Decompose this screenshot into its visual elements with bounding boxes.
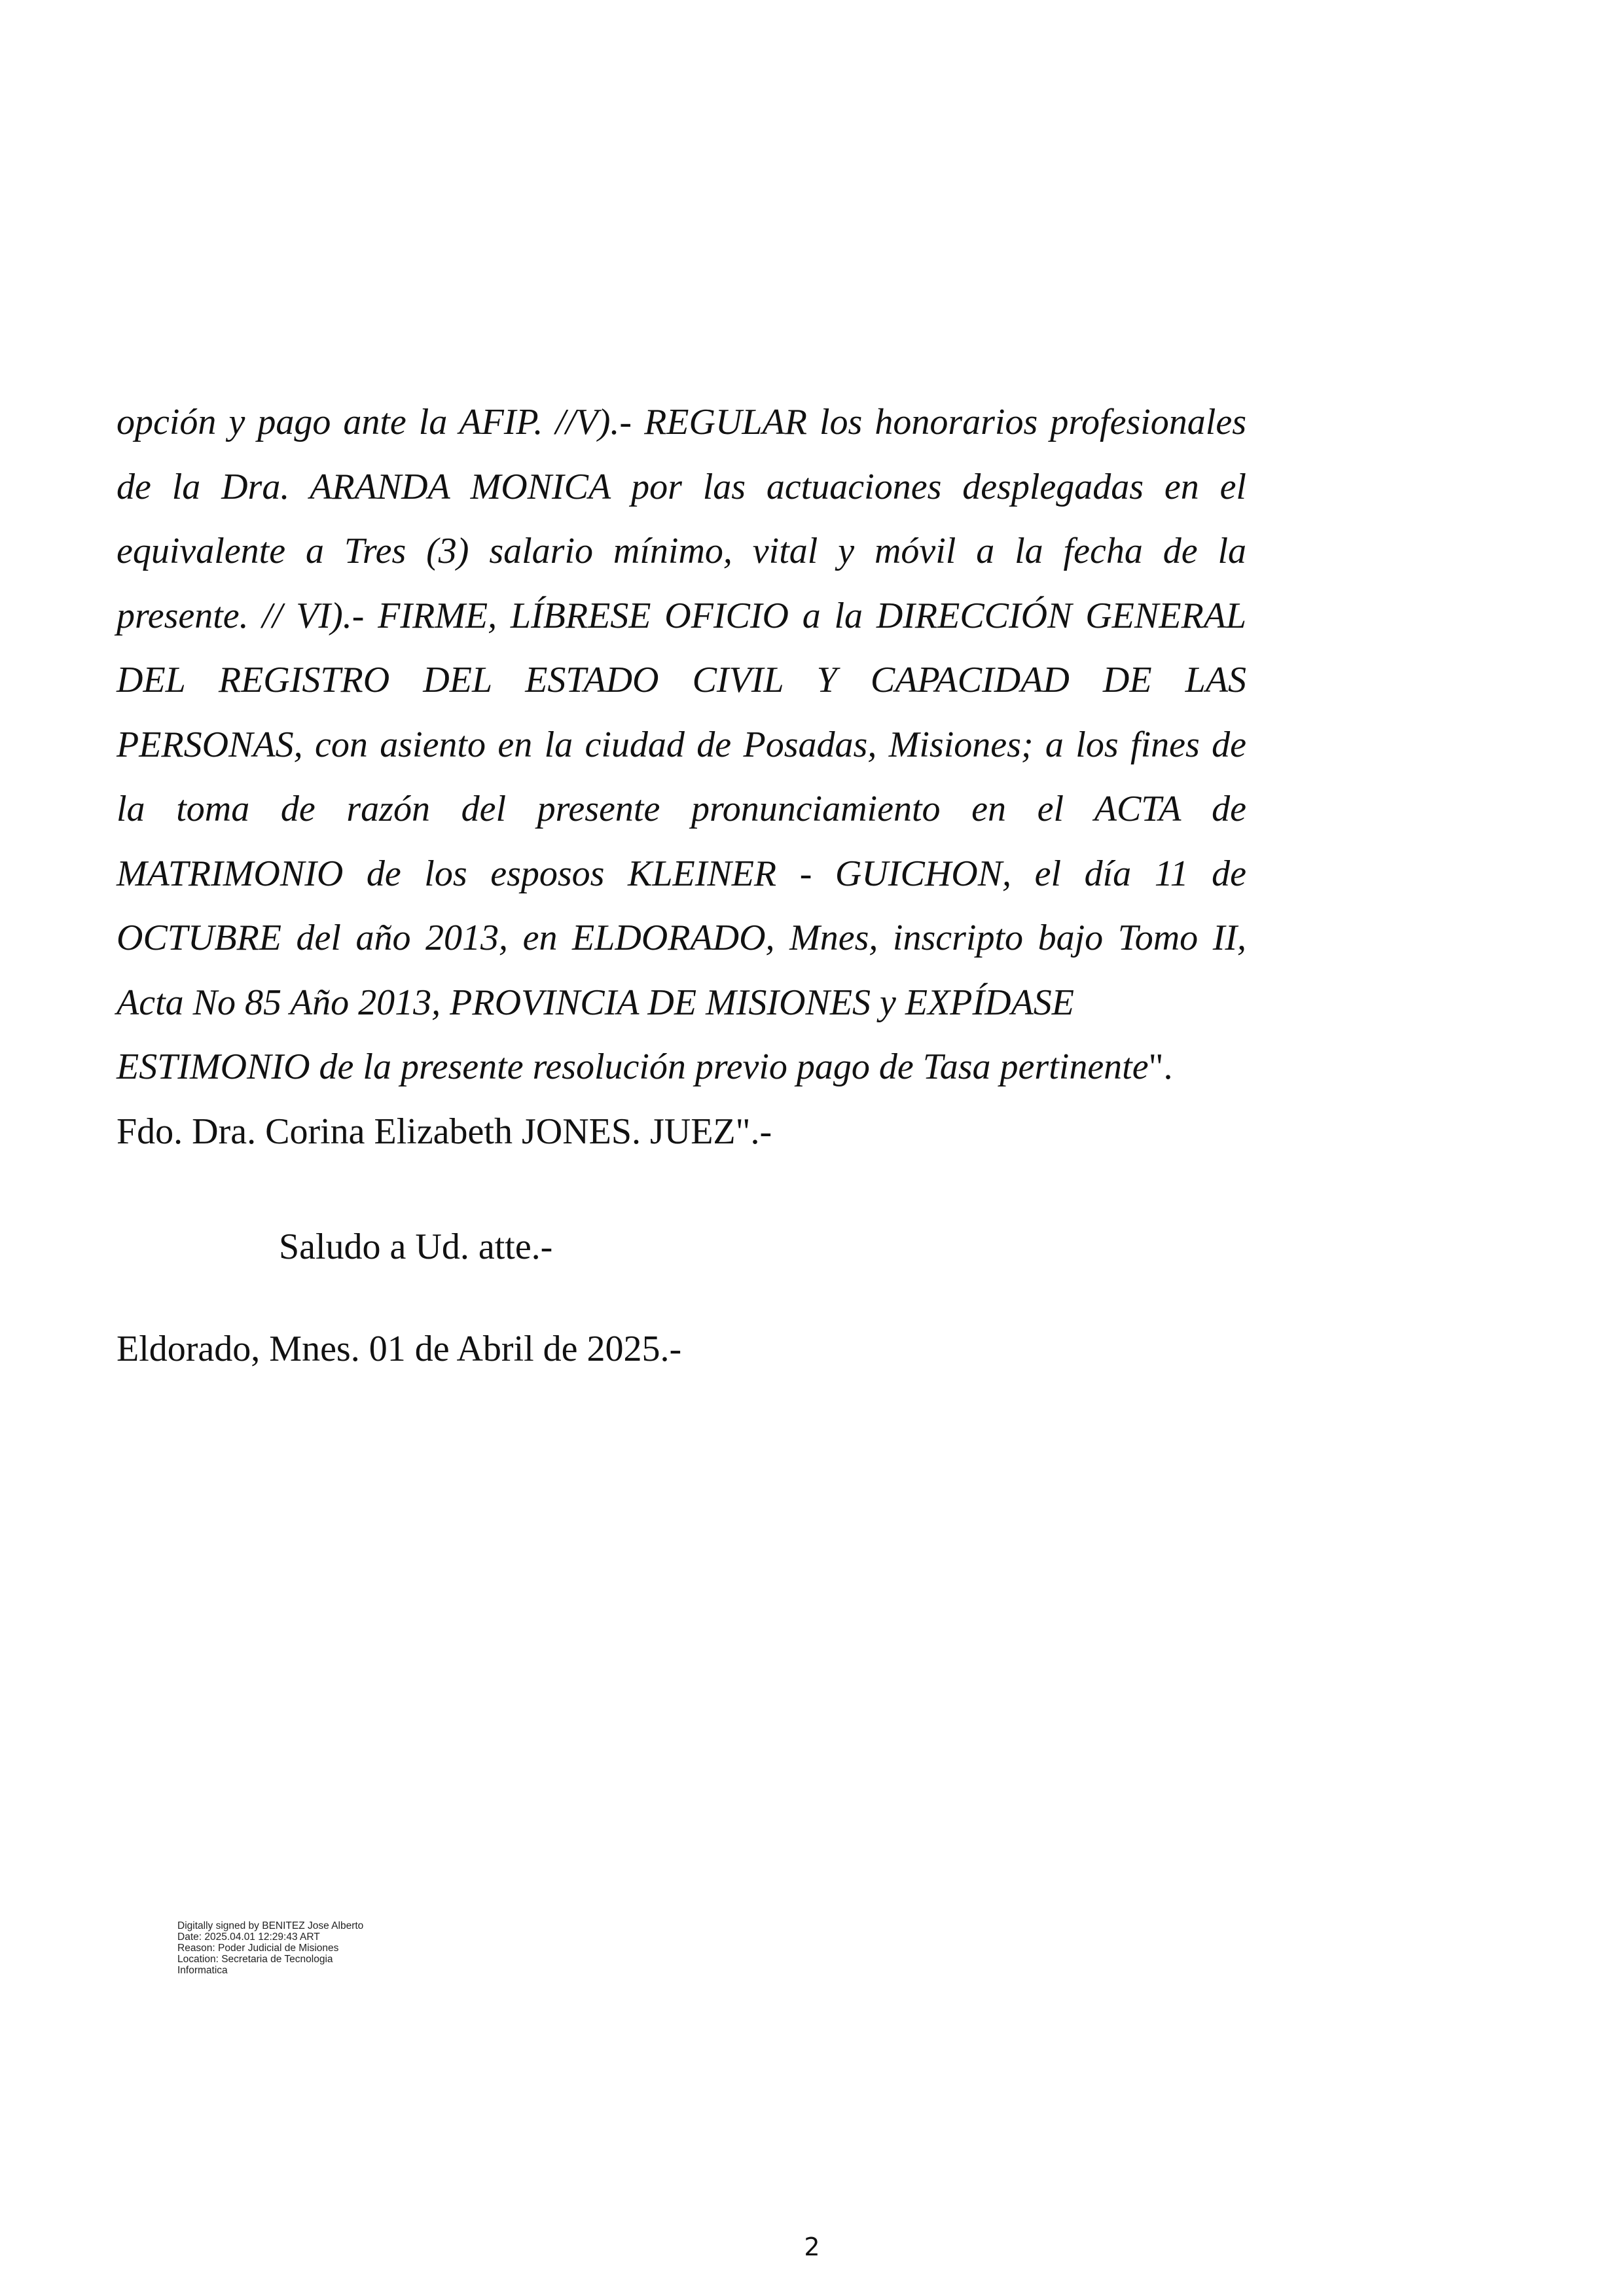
text-line: Acta No 85 Año 2013, PROVINCIA DE MISIONES y EXPÍDASE <box>117 982 1074 1023</box>
digital-signature-line: Date: 2025.04.01 12:29:43 ART <box>177 1931 320 1943</box>
judge-signature-line: Fdo. Dra. Corina Elizabeth JONES. JUEZ".- <box>117 1111 772 1152</box>
text-line: DEL REGISTRO DEL ESTADO CIVIL Y CAPACIDAD DE LAS <box>117 660 1246 700</box>
text-line-final <box>117 1035 1246 1100</box>
text-line: ESTIMONIO de la presente resolución previo pago de Tasa pertinente <box>117 1047 1149 1087</box>
page-number: 2 <box>804 2233 820 2261</box>
text-line: la toma de razón del presente pronunciamiento en el ACTA de <box>117 789 1246 829</box>
digital-signature-block <box>177 1920 363 1976</box>
resolution-text <box>117 390 1246 1164</box>
text-line: MATRIMONIO de los esposos KLEINER - GUICHON, el día 11 de <box>117 853 1246 894</box>
text-line: equivalente a Tres (3) salario mínimo, vital y móvil a la fecha de la <box>117 531 1246 571</box>
digital-signature-line: Informatica <box>177 1965 228 1976</box>
text-line: presente. // VI).- FIRME, LÍBRESE OFICIO a la DIRECCIÓN GENERAL <box>117 595 1246 636</box>
quote-close: ". <box>1148 1047 1173 1087</box>
text-line: OCTUBRE del año 2013, en ELDORADO, Mnes, inscripto bajo Tomo II, <box>117 918 1246 958</box>
text-line: opción y pago ante la AFIP. //V).- REGULAR los honorarios profesionales <box>117 402 1246 442</box>
digital-signature-line: Digitally signed by BENITEZ Jose Alberto <box>177 1920 364 1931</box>
digital-signature-line: Reason: Poder Judicial de Misiones <box>177 1943 339 1954</box>
place-and-date: Eldorado, Mnes. 01 de Abril de 2025.- <box>117 1329 682 1369</box>
text-line: de la Dra. ARANDA MONICA por las actuaciones desplegadas en el <box>117 466 1246 507</box>
digital-signature-line: Location: Secretaria de Tecnologia <box>177 1954 333 1965</box>
closing-salutation: Saludo a Ud. atte.- <box>279 1227 553 1267</box>
text-line: PERSONAS, con asiento en la ciudad de Posadas, Misiones; a los fines de <box>117 724 1246 765</box>
